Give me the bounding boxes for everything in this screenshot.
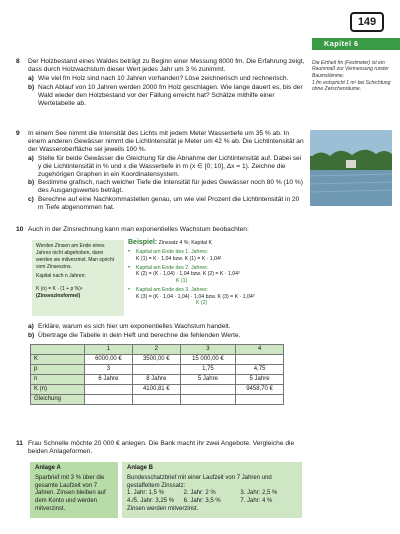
offer-a xyxy=(30,462,118,518)
info-text: Kapital nach n Jahren: xyxy=(36,273,86,279)
subtask-a: a) Stelle für beide Gewässer die Gleichung für die Abnahme der Lichtintensität auf. Dabei sei y die Lichtintensität in % und x die Wassertiefe in m (x ∈ [0; 10], Δx = 1). Zeichne die zugehörigen Graphen in ein Koordinatensystem. xyxy=(28,154,302,178)
task-9 xyxy=(16,130,306,212)
rate-item: 1. Jahr: 1,5 % xyxy=(127,490,165,497)
subtask-a: a) Erkläre, warum es sich hier um exponentielles Wachstum handelt. xyxy=(28,323,231,330)
table-row: K (n) 4100,81 € 9458,70 € xyxy=(31,385,284,395)
side-note xyxy=(312,60,392,93)
offer-b xyxy=(122,462,302,518)
formula-name: (Zinseszinsformel) xyxy=(36,293,81,299)
task-8 xyxy=(16,58,306,107)
offer-footer: Zinsen werden mitverzinst. xyxy=(127,505,199,512)
offer-title: Anlage B xyxy=(127,465,154,471)
example-item: • Kapital am Ende des 3. Jahres: K (3) = (K · 1,04 · 1,04) · 1,04 bzw. K (3) = K · 1,04³ K (2) xyxy=(128,286,255,307)
page-number: 149 xyxy=(350,12,384,32)
bullet-icon: • xyxy=(128,264,131,271)
offer-title: Anlage A xyxy=(35,465,61,471)
task-10 xyxy=(16,226,306,234)
subtask-a: a) Wie viel fm Holz sind nach 10 Jahren vorhanden? Löse zeichnerisch und rechnerisch. xyxy=(28,74,289,82)
subtask-b: b) Nach Ablauf von 10 Jahren werden 2000 fm Holz geschlagen. Wie lange dauert es, bis der Wald wieder den Holzbestand vor der Fällung erreicht hat? Schätze mithilfe einer Wertetabelle ab. xyxy=(28,83,303,107)
task-10-subtasks xyxy=(16,322,306,340)
bullet-icon: • xyxy=(128,286,131,293)
side-note-line: Die Einheit fm (Festmeter) ist ein Raummaß zur Vermessung runder Baumstämme. xyxy=(312,60,389,79)
task-number: 8 xyxy=(16,58,20,65)
table-row: n 6 Jahre 8 Jahre 5 Jahre 5 Jahre xyxy=(31,375,284,385)
subtask-c: c) Berechne auf eine Nachkommastellen genau, um wie viel Prozent die Lichtintensität in 20 m Tiefe abgenommen hat. xyxy=(28,196,300,212)
example-title: Beispiel: xyxy=(128,239,158,246)
task-intro: Frau Schnelle möchte 20 000 € anlegen. Die Bank macht ihr zwei Angebote. Vergleiche die beiden Anlageformen. xyxy=(28,440,295,455)
interest-table xyxy=(30,344,284,405)
example-item: • Kapital am Ende des 1. Jahres: K (1) = K · 1,04 bzw. K (1) = K · 1,04¹ xyxy=(128,249,222,262)
subtask-b: b) Bestimme grafisch, nach welcher Tiefe die Intensität für jedes Gewässer noch 80 % (10 %) des Ausgangswertes beträgt. xyxy=(28,179,303,195)
formula: K (n) = K · (1 + p %)ⁿ xyxy=(36,286,83,292)
rate-item: 7. Jahr: 4 % xyxy=(240,498,273,505)
interest-example-box xyxy=(28,236,306,320)
chapter-label: Kapitel 6 xyxy=(312,38,400,50)
compound-interest-info xyxy=(32,240,124,316)
side-note-line: 1 fm entspricht 1 m³ bei Schichtung ohne Zwischenräume. xyxy=(312,79,391,92)
table-row: p 3 1,75 4,75 xyxy=(31,365,284,375)
bullet-icon: • xyxy=(128,249,131,256)
example-item: • Kapital am Ende des 2. Jahres: K (2) = (K · 1,04) · 1,04 bzw. K (2) = K · 1,04² K (1) xyxy=(128,264,240,285)
task-intro: Auch in der Zinsrechnung kann man exponentielles Wachstum beobachten: xyxy=(28,226,249,233)
task-number: 9 xyxy=(16,130,20,137)
rate-list xyxy=(127,490,297,506)
offer-text: Bundesschatzbrief mit einer Laufzeit von 7 Jahren und gestaffeltem Zinssatz: xyxy=(127,474,272,489)
task-intro: Der Holzbestand eines Waldes beträgt zu Beginn einer Messung 8000 fm. Die Erfahrung zeigt, dass durch Holzwachstum dieser Wert jedes Jahr um 3 % zunimmt. xyxy=(28,58,305,73)
table-header-row: 1 2 3 4 xyxy=(31,345,284,355)
offers xyxy=(30,462,306,518)
table-row: K 6000,00 € 3500,00 € 15 000,00 € xyxy=(31,355,284,365)
example-subtitle: Zinssatz 4 %; Kapital K xyxy=(158,240,212,246)
subtask-b: b) Übertrage die Tabelle in dein Heft und berechne die fehlenden Werte. xyxy=(28,331,241,339)
task-11 xyxy=(16,440,306,456)
task-number: 10 xyxy=(16,226,24,233)
example xyxy=(128,238,304,307)
table-row: Gleichung xyxy=(31,395,284,405)
task-intro: In einem See nimmt die Intensität des Lichts mit jedem Meter Wassertiefe um 35 % ab. In einem anderen Gewässer nimmt die Lichtintensität je Meter um 42 % ab. Die Lichtintensität an der Wasseroberfläche sei jeweils 100 %. xyxy=(28,130,304,153)
offer-text: Sparbrief mit 3 % über die gesamte Laufzeit von 7 Jahren. Zinsen bleiben auf dem Konto und werden mitverzinst. xyxy=(35,474,106,512)
rate-item: 3. Jahr: 2,5 % xyxy=(240,490,278,497)
lake-photo xyxy=(310,130,392,206)
info-text: Werden Zinsen am Ende eines Jahres nicht abgehoben, dann werden sie mitverzinst. Man spricht vom Zinseszins. xyxy=(36,243,115,270)
rate-item: 6. Jahr: 3,5 % xyxy=(183,498,221,505)
rate-item: 4./5. Jahr: 3,25 % xyxy=(127,498,175,505)
task-number: 11 xyxy=(16,440,23,447)
rate-item: 2. Jahr: 2 % xyxy=(183,490,216,497)
